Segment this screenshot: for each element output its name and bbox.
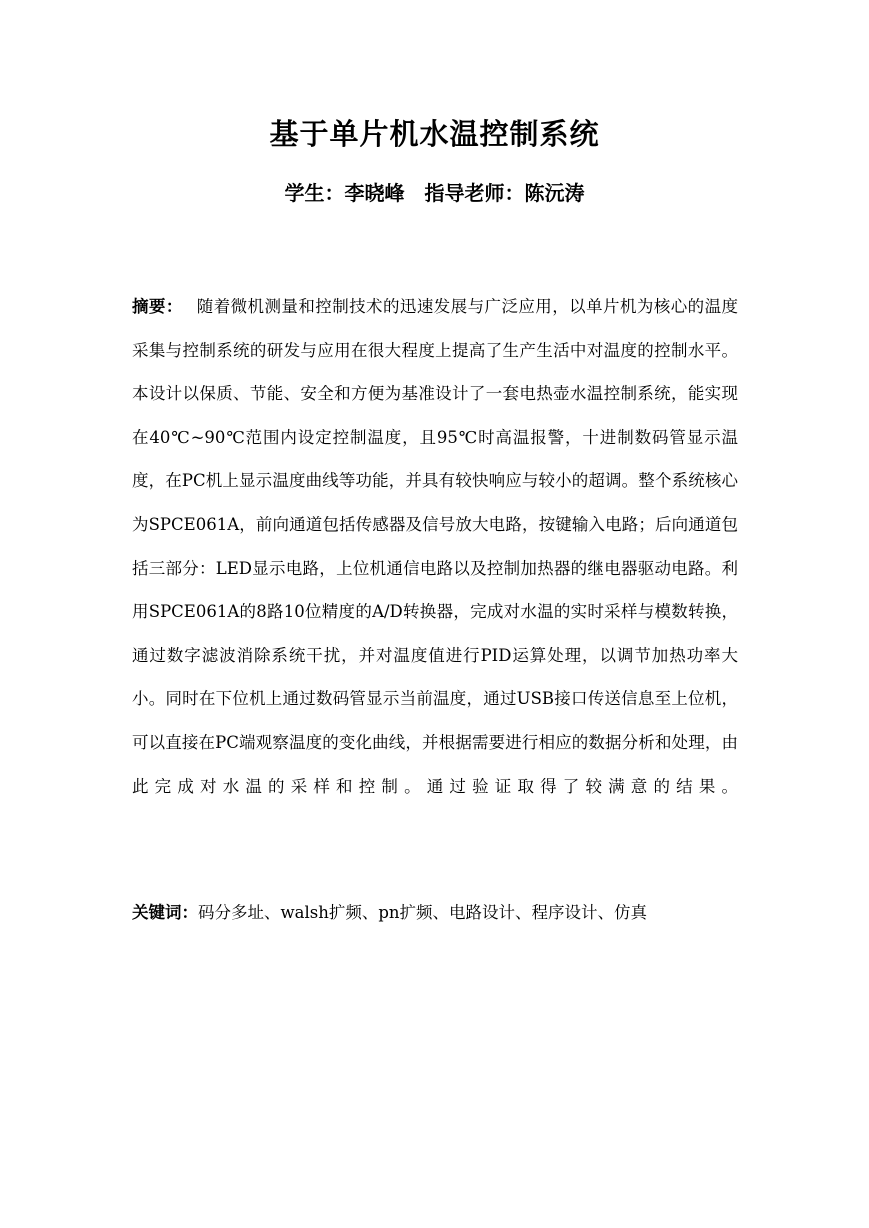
page-title: 基于单片机水温控制系统 <box>269 117 600 151</box>
student-name: 学生：李晓峰 <box>284 181 405 205</box>
keywords-text: 码分多址、walsh扩频、pn扩频、电路设计、程序设计、仿真 <box>198 903 648 922</box>
abstract-paragraph <box>132 285 738 808</box>
keywords-label: 关键词： <box>132 903 198 922</box>
author-line <box>0 178 869 208</box>
abstract-text: 随着微机测量和控制技术的迅速发展与广泛应用，以单片机为核心的温度采集与控制系统的研发与应用在很大程度上提高了生产生活中对温度的控制水平。本设计以保质、节能、安全和方便为基准设计了一套电热壶水温控制系统，能实现在40℃~90℃范围内设定控制温度，且95℃时高温报警，十进制数码管显示温度，在PC机上显示温度曲线等功能，并具有较快响应与较小的超调。整个系统核心为SPCE061A，前向通道包括传感器及信号放大电路，按键输入电路；后向通道包括三部分：LED显示电路，上位机通信电路以及控制加热器的继电器驱动电路。利用SPCE061A的8路10位精度的A/D转换器，完成对水温的实时采样与模数转换，通过数字滤波消除系统干扰，并对温度值进行PID运算处理，以调节加热功率大小。同时在下位机上通过数码管显示当前温度，通过USB接口传送信息至上位机，可以直接在PC端观察温度的变化曲线，并根据需要进行相应的数据分析和处理，由此完成对水温的采样和控制。通过验证取得了较满意的结果。 <box>132 297 739 796</box>
keywords-line <box>132 898 752 928</box>
abstract-label: 摘要： <box>132 297 183 316</box>
advisor-name: 指导老师：陈沅涛 <box>424 181 585 205</box>
